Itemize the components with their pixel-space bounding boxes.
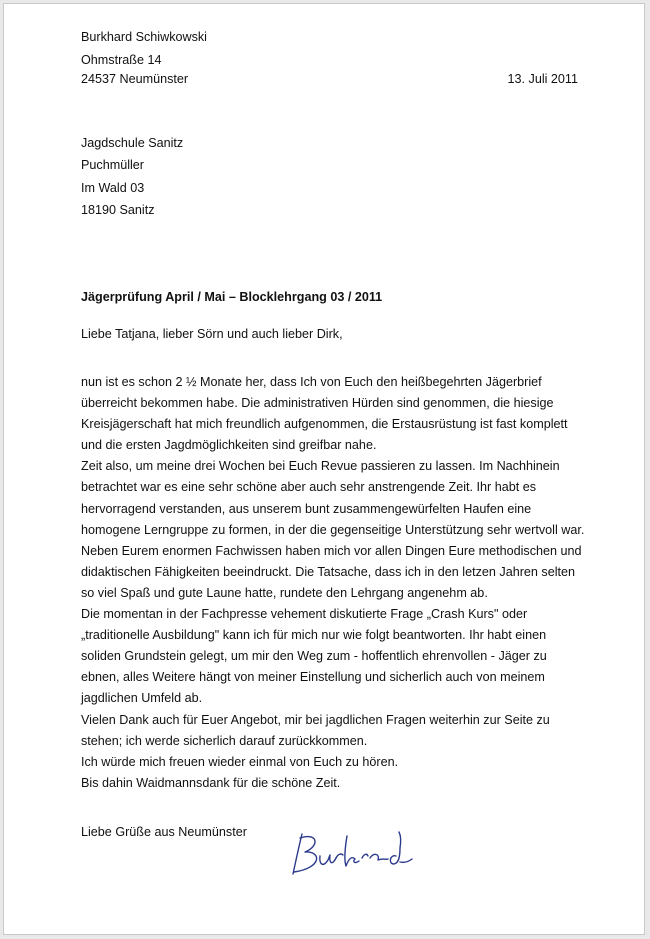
sender-name: Burkhard Schiwkowski bbox=[81, 30, 207, 44]
recipient-line: Jagdschule Sanitz bbox=[81, 136, 184, 150]
body-line: nun ist es schon 2 ½ Monate her, dass Ich von Euch den heißbegehrten Jägerbrief bbox=[81, 375, 542, 389]
body-line: ebnen, alles Weitere hängt von meiner Einstellung und sicherlich auch von meinem bbox=[81, 670, 545, 685]
body-line: überreicht bekommen habe. Die administrativen Hürden sind genommen, die hiesige bbox=[81, 396, 554, 411]
body-line: stehen; ich werde sicherlich darauf zurückkommen. bbox=[81, 733, 368, 748]
sender-street: Ohmstraße 14 bbox=[81, 53, 162, 67]
recipient-line: Im Wald 03 bbox=[81, 181, 145, 195]
letter-subject: Jägerprüfung April / Mai – Blocklehrgang 03 / 2011 bbox=[81, 290, 383, 304]
letter-body bbox=[81, 376, 601, 798]
body-line: didaktischen Fähigkeiten beeindruckt. Die Tatsache, dass ich in den letzen Jahren selten bbox=[81, 564, 576, 579]
body-line: jagdlichen Umfeld ab. bbox=[81, 691, 203, 706]
sender-city: 24537 Neumünster bbox=[81, 72, 189, 86]
recipient-line: 18190 Sanitz bbox=[81, 203, 155, 217]
letter-page bbox=[3, 3, 645, 935]
body-line: Neben Eurem enormen Fachwissen haben mich vor allen Dingen Eure methodischen und bbox=[81, 543, 582, 558]
body-line: so viel Spaß und gute Laune hatte, rundete den Lehrgang angenehm ab. bbox=[81, 585, 488, 600]
body-line: „traditionelle Ausbildung" kann ich für mich nur wie folgt beantworten. Ihr habt einen bbox=[81, 628, 547, 643]
body-line: soliden Grundstein gelegt, um mir den Weg zum - hoffentlich ehrenvollen - Jäger zu bbox=[81, 649, 547, 664]
body-line: Vielen Dank auch für Euer Angebot, mir bei jagdlichen Fragen weiterhin zur Seite zu bbox=[81, 712, 550, 727]
body-line: homogene Lerngruppe zu formen, in der die gegenseitige Unterstützung sehr wertvoll war. bbox=[81, 522, 585, 537]
body-line: betrachtet war es eine sehr schöne aber auch sehr anstrengende Zeit. Ihr habt es bbox=[81, 480, 537, 495]
body-line: Kreisjägerschaft hat mich freundlich aufgenommen, die Erstausrüstung ist fast komplett bbox=[81, 417, 568, 432]
letter-salutation: Liebe Tatjana, lieber Sörn und auch lieber Dirk, bbox=[81, 327, 343, 341]
recipient-line: Puchmüller bbox=[81, 158, 144, 172]
letter-date: 13. Juli 2011 bbox=[507, 72, 578, 86]
body-line: Bis dahin Waidmannsdank für die schöne Zeit. bbox=[81, 775, 341, 790]
body-line: Die momentan in der Fachpresse vehement diskutierte Frage „Crash Kurs" oder bbox=[81, 607, 528, 622]
body-line: Zeit also, um meine drei Wochen bei Euch Revue passieren zu lassen. Im Nachhinein bbox=[81, 459, 560, 474]
body-line: hervorragend verstanden, aus unserem bunt zusammengewürfelten Haufen eine bbox=[81, 501, 532, 516]
body-line: und die ersten Jagdmöglichkeiten sind greifbar nahe. bbox=[81, 438, 377, 453]
body-line: Ich würde mich freuen wieder einmal von Euch zu hören. bbox=[81, 754, 399, 769]
handwritten-signature bbox=[288, 828, 420, 878]
letter-closing: Liebe Grüße aus Neumünster bbox=[81, 825, 247, 839]
